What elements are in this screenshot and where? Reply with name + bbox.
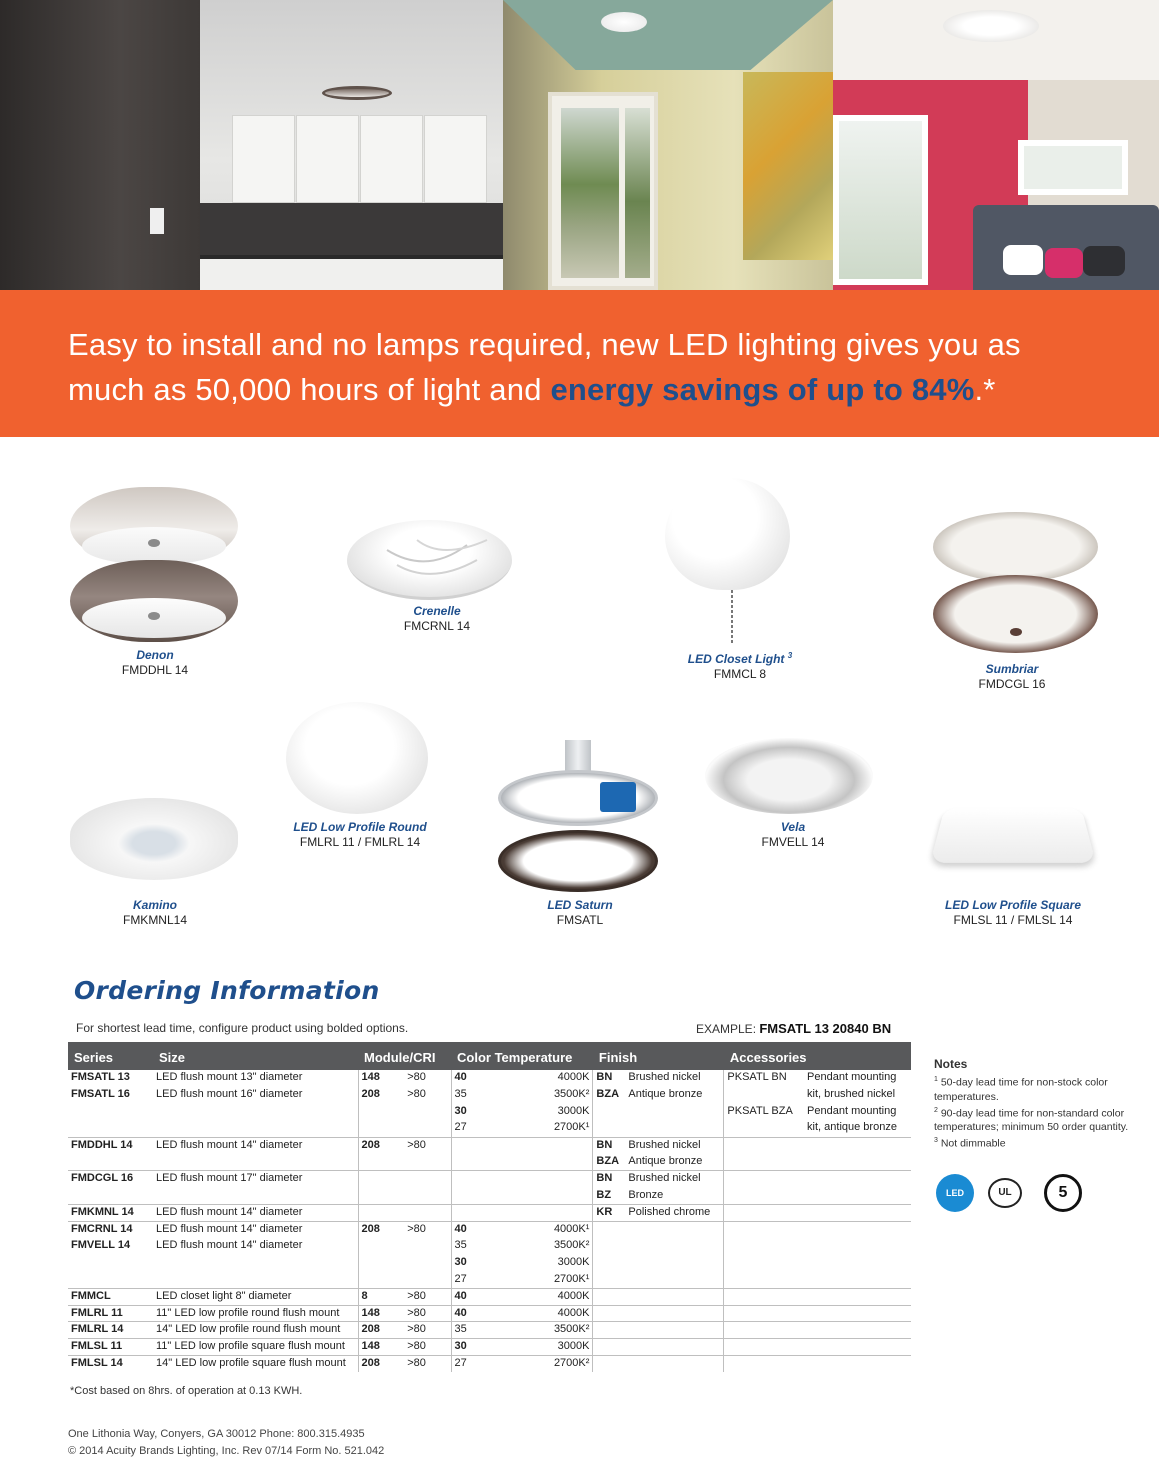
- table-cell: KR: [593, 1204, 625, 1221]
- product-code: FMLSL 11 / FMLSL 14: [953, 913, 1073, 927]
- table-cell: BN: [593, 1137, 625, 1154]
- table-cell: 2700K¹: [553, 1121, 590, 1134]
- table-cell: [68, 1255, 153, 1272]
- table-cell: [724, 1154, 804, 1171]
- cost-footnote: *Cost based on 8hrs. of operation at 0.13 KWH.: [70, 1385, 303, 1397]
- table-cell: [593, 1288, 625, 1305]
- product-name: Denon: [136, 648, 174, 662]
- table-cell: [404, 1120, 451, 1137]
- table-cell: 3500K²: [553, 1238, 590, 1251]
- table-cell: kit, antique bronze: [807, 1121, 897, 1134]
- table-cell: [804, 1339, 911, 1356]
- table-cell: [68, 1188, 153, 1205]
- table-cell: BN: [593, 1171, 625, 1188]
- table-cell: [804, 1238, 911, 1255]
- notes-title: Notes: [934, 1057, 968, 1071]
- table-cell: [625, 1120, 724, 1137]
- table-cell: [68, 1272, 153, 1289]
- table-cell: 30: [451, 1255, 495, 1272]
- table-cell: [451, 1171, 495, 1188]
- table-cell: 4000K: [557, 1071, 590, 1083]
- table-cell: [404, 1272, 451, 1289]
- table-cell: kit, brushed nickel: [807, 1087, 896, 1100]
- table-cell: [68, 1104, 153, 1121]
- table-cell: [804, 1204, 911, 1221]
- table-row: [68, 1305, 911, 1322]
- table-cell: [724, 1255, 804, 1272]
- bedroom-photo: [833, 0, 1159, 290]
- table-cell: [724, 1188, 804, 1205]
- table-cell: 3000K: [495, 1339, 593, 1356]
- table-cell: [358, 1238, 404, 1255]
- table-cell: [625, 1305, 724, 1322]
- table-cell: [724, 1322, 804, 1339]
- table-cell: 148: [358, 1070, 404, 1087]
- low-profile-round-fixture-image: [286, 702, 428, 814]
- table-cell: [625, 1221, 724, 1238]
- table-row: [68, 1087, 911, 1104]
- table-cell: FMDDHL 14: [68, 1137, 153, 1154]
- table-cell: [495, 1204, 593, 1221]
- note-3: $^3$ Not dimmable: [934, 1137, 1006, 1150]
- low-profile-square-fixture-image: [930, 808, 1096, 863]
- table-cell: 14" LED low profile square flush mount: [153, 1356, 358, 1373]
- product-saturn: [505, 898, 655, 928]
- table-cell: >80: [404, 1356, 451, 1373]
- table-cell: [724, 1272, 804, 1289]
- header-color-temp: Color Temperature: [451, 1042, 593, 1070]
- table-cell: [358, 1171, 404, 1188]
- table-cell: [804, 1221, 911, 1238]
- table-cell: LED flush mount 13" diameter: [156, 1071, 303, 1083]
- table-cell: PKSATL BN: [724, 1070, 804, 1087]
- table-cell: [451, 1204, 495, 1221]
- table-cell: [153, 1188, 358, 1205]
- product-name: Sumbriar: [985, 662, 1039, 676]
- table-cell: >80: [404, 1322, 451, 1339]
- product-name: Kamino: [132, 898, 177, 912]
- table-cell: [358, 1255, 404, 1272]
- table-cell: [495, 1188, 593, 1205]
- product-name: LED Low Profile Square: [944, 898, 1082, 912]
- dimmable-led-icon: LED: [936, 1174, 974, 1212]
- table-cell: [724, 1356, 804, 1373]
- table-cell: [495, 1137, 593, 1154]
- table-row: [68, 1221, 911, 1238]
- table-cell: FMLSL 11: [68, 1339, 153, 1356]
- table-cell: [404, 1238, 451, 1255]
- table-row: [68, 1255, 911, 1272]
- five-year-warranty-icon: 5: [1044, 1174, 1082, 1212]
- table-cell: [451, 1188, 495, 1205]
- table-cell: [724, 1288, 804, 1305]
- table-cell: [625, 1238, 724, 1255]
- table-cell: [724, 1238, 804, 1255]
- product-vela: [718, 820, 868, 850]
- table-row: [68, 1204, 911, 1221]
- table-cell: [804, 1154, 911, 1171]
- table-cell: 40: [451, 1288, 495, 1305]
- vela-fixture-image: [705, 738, 873, 814]
- table-cell: [724, 1305, 804, 1322]
- table-row: [68, 1272, 911, 1289]
- table-cell: [593, 1255, 625, 1272]
- table-cell: [593, 1104, 625, 1121]
- table-cell: 35: [451, 1322, 495, 1339]
- table-cell: [625, 1272, 724, 1289]
- ordering-table: [68, 1042, 911, 1372]
- table-cell: 208: [358, 1137, 404, 1154]
- crenelle-swirl-icon: [347, 520, 512, 600]
- table-cell: LED flush mount 17" diameter: [153, 1171, 358, 1188]
- table-cell: Pendant mounting: [807, 1104, 897, 1117]
- table-cell: Brushed nickel: [625, 1137, 724, 1154]
- header-size: Size: [153, 1042, 358, 1070]
- table-cell: 11" LED low profile round flush mount: [153, 1305, 358, 1322]
- table-cell: [804, 1171, 911, 1188]
- table-cell: 35: [451, 1087, 495, 1104]
- table-cell: [358, 1120, 404, 1137]
- table-cell: 27: [451, 1356, 495, 1373]
- table-cell: [404, 1154, 451, 1171]
- table-cell: 27: [451, 1120, 495, 1137]
- table-cell: [724, 1339, 804, 1356]
- table-cell: FMLRL 11: [68, 1305, 153, 1322]
- table-cell: [153, 1272, 358, 1289]
- table-cell: [593, 1221, 625, 1238]
- table-cell: 2700K¹: [553, 1272, 590, 1285]
- table-cell: 208: [358, 1221, 404, 1238]
- table-cell: 208: [358, 1087, 404, 1104]
- product-name: LED Closet Light $^3$: [687, 651, 793, 666]
- table-cell: >80: [404, 1288, 451, 1305]
- product-name: Vela: [780, 820, 806, 834]
- kitchen-photo: [0, 0, 503, 290]
- table-cell: FMLRL 14: [68, 1322, 153, 1339]
- product-low-profile-round: [280, 820, 440, 850]
- table-cell: 4000K¹: [495, 1221, 593, 1238]
- table-cell: [404, 1171, 451, 1188]
- product-code: FMVELL 14: [761, 835, 825, 849]
- table-cell: [724, 1087, 804, 1104]
- table-cell: [153, 1154, 358, 1171]
- table-row: [68, 1154, 911, 1171]
- table-cell: [68, 1120, 153, 1137]
- table-cell: LED flush mount 14" diameter: [153, 1221, 358, 1238]
- table-cell: [804, 1188, 911, 1205]
- ceiling-lamp-icon: [601, 12, 647, 32]
- table-cell: BZA: [593, 1154, 625, 1171]
- table-cell: [451, 1137, 495, 1154]
- product-name: LED Low Profile Round: [293, 820, 427, 834]
- table-cell: 8: [358, 1288, 404, 1305]
- table-cell: FMSATL 16: [71, 1087, 130, 1100]
- table-cell: [358, 1154, 404, 1171]
- product-code: FMKMNL14: [122, 913, 187, 927]
- table-cell: 30: [451, 1104, 495, 1121]
- product-denon: [80, 648, 230, 678]
- ceiling-lamp-icon: [943, 10, 1039, 42]
- table-cell: [593, 1272, 625, 1289]
- table-cell: Bronze: [628, 1188, 664, 1201]
- table-cell: [593, 1305, 625, 1322]
- table-cell: FMKMNL 14: [68, 1204, 153, 1221]
- table-cell: BN: [593, 1070, 625, 1087]
- table-cell: >80: [404, 1339, 451, 1356]
- pull-chain-icon: [731, 590, 733, 645]
- product-code: FMDDHL 14: [121, 663, 189, 677]
- table-cell: 35: [451, 1238, 495, 1255]
- table-row: [68, 1188, 911, 1205]
- table-cell: Brushed nickel: [628, 1071, 701, 1083]
- notes: [934, 1057, 1134, 1151]
- table-row: [68, 1288, 911, 1305]
- table-cell: [451, 1154, 495, 1171]
- header-finish: Finish: [593, 1042, 724, 1070]
- ordering-instruction: For shortest lead time, configure product using bolded options.: [76, 1021, 409, 1035]
- ordering-title: Ordering Information: [74, 976, 380, 1005]
- sumbriar-fixture-image: [933, 512, 1098, 582]
- table-cell: [724, 1120, 804, 1137]
- table-cell: [625, 1255, 724, 1272]
- table-cell: 11" LED low profile square flush mount: [153, 1339, 358, 1356]
- table-cell: [404, 1104, 451, 1121]
- table-cell: [724, 1221, 804, 1238]
- footer-copyright: © 2014 Acuity Brands Lighting, Inc. Rev 07/14 Form No. 521.042: [68, 1445, 385, 1457]
- table-cell: 148: [358, 1339, 404, 1356]
- table-cell: [593, 1356, 625, 1373]
- table-cell: 3000K: [557, 1104, 590, 1117]
- banner-highlight: energy savings of up to 84%: [550, 372, 975, 407]
- table-cell: FMVELL 14: [71, 1238, 131, 1251]
- product-kamino: [80, 898, 230, 928]
- table-cell: 3500K²: [553, 1087, 590, 1100]
- table-cell: [625, 1322, 724, 1339]
- table-cell: [153, 1255, 358, 1272]
- kamino-fixture-image: [70, 798, 238, 880]
- table-cell: 27: [451, 1272, 495, 1289]
- table-cell: [495, 1154, 593, 1171]
- table-cell: [804, 1356, 911, 1373]
- product-code: FMSATL: [556, 913, 604, 927]
- table-cell: [404, 1255, 451, 1272]
- banner-text: Easy to install and no lamps required, new LED lighting gives you as much as 50,000 hours of light and energy savings of up to 84%.*: [68, 327, 1021, 407]
- product-low-profile-square: [933, 898, 1093, 928]
- table-cell: 4000K: [495, 1288, 593, 1305]
- table-cell: [804, 1137, 911, 1154]
- table-row: [68, 1339, 911, 1356]
- promo-banner: [0, 290, 1159, 437]
- table-cell: Pendant mounting: [807, 1071, 897, 1083]
- product-crenelle: [362, 604, 512, 634]
- product-code: FMDCGL 16: [978, 677, 1046, 691]
- table-cell: FMSATL 13: [71, 1071, 130, 1083]
- table-cell: 30: [451, 1339, 495, 1356]
- table-cell: PKSATL BZA: [724, 1104, 804, 1121]
- product-code: FMLRL 11 / FMLRL 14: [299, 835, 421, 849]
- table-cell: [804, 1255, 911, 1272]
- table-row: [68, 1356, 911, 1373]
- table-cell: 40: [451, 1305, 495, 1322]
- table-cell: >80: [404, 1221, 451, 1238]
- table-row: [68, 1322, 911, 1339]
- table-cell: >80: [404, 1137, 451, 1154]
- table-cell: BZ: [593, 1188, 625, 1205]
- table-cell: [804, 1288, 911, 1305]
- table-cell: [804, 1272, 911, 1289]
- ordering-example: EXAMPLE: FMSATL 13 20840 BN: [696, 1021, 892, 1036]
- closet-light-fixture-image: [665, 478, 790, 590]
- table-cell: [593, 1339, 625, 1356]
- table-cell: >80: [407, 1071, 426, 1083]
- table-cell: [724, 1171, 804, 1188]
- hero-photos: [0, 0, 1159, 290]
- table-cell: [358, 1272, 404, 1289]
- certification-badges: [936, 1174, 1096, 1214]
- table-cell: 2700K²: [495, 1356, 593, 1373]
- table-cell: 14" LED low profile round flush mount: [153, 1322, 358, 1339]
- table-cell: [593, 1322, 625, 1339]
- table-row: [68, 1070, 911, 1087]
- product-sumbriar: [937, 662, 1087, 692]
- table-cell: 40: [451, 1221, 495, 1238]
- table-cell: [153, 1104, 358, 1121]
- table-cell: 3500K²: [495, 1322, 593, 1339]
- product-code: FMCRNL 14: [403, 619, 471, 633]
- table-row: [68, 1137, 911, 1154]
- table-cell: LED flush mount 14" diameter: [153, 1137, 358, 1154]
- table-row: [68, 1120, 911, 1137]
- ceiling-lamp-icon: [322, 86, 392, 100]
- header-module: Module/CRI: [358, 1042, 451, 1070]
- table-row: [68, 1171, 911, 1188]
- energy-star-icon: [600, 782, 636, 812]
- table-cell: Polished chrome: [625, 1204, 724, 1221]
- table-cell: [724, 1204, 804, 1221]
- table-cell: [593, 1238, 625, 1255]
- note-2: $^2$ 90-day lead time for non-standard color temperatures; minimum 50 order quantity.: [934, 1106, 1129, 1133]
- table-cell: BZA: [593, 1087, 625, 1104]
- table-row: [68, 1104, 911, 1121]
- table-cell: [404, 1188, 451, 1205]
- table-cell: [68, 1154, 153, 1171]
- table-cell: [804, 1305, 911, 1322]
- table-header-row: [68, 1042, 911, 1070]
- table-cell: 148: [358, 1305, 404, 1322]
- table-cell: [625, 1104, 724, 1121]
- table-cell: >80: [404, 1305, 451, 1322]
- table-cell: FMCRNL 14: [68, 1221, 153, 1238]
- table-cell: Antique bronze: [628, 1154, 703, 1167]
- table-cell: [404, 1204, 451, 1221]
- product-name: LED Saturn: [547, 898, 613, 912]
- table-cell: [625, 1288, 724, 1305]
- table-cell: LED flush mount 16" diameter: [156, 1087, 303, 1100]
- table-cell: 3000K: [557, 1255, 590, 1268]
- ul-listed-icon: UL: [988, 1178, 1022, 1208]
- table-cell: LED flush mount 14" diameter: [156, 1238, 303, 1251]
- product-name: Crenelle: [413, 604, 461, 618]
- table-cell: FMLSL 14: [68, 1356, 153, 1373]
- table-row: [68, 1238, 911, 1255]
- header-series: Series: [68, 1042, 153, 1070]
- table-cell: Brushed nickel: [625, 1171, 724, 1188]
- table-cell: LED flush mount 14" diameter: [153, 1204, 358, 1221]
- header-accessories: Accessories: [724, 1042, 911, 1070]
- table-cell: [358, 1204, 404, 1221]
- footer-address: One Lithonia Way, Conyers, GA 30012 Phone: 800.315.4935: [68, 1428, 365, 1440]
- table-cell: [495, 1171, 593, 1188]
- table-cell: 208: [358, 1322, 404, 1339]
- table-cell: [153, 1120, 358, 1137]
- table-cell: 4000K: [495, 1305, 593, 1322]
- table-cell: [358, 1104, 404, 1121]
- table-cell: [625, 1339, 724, 1356]
- table-cell: FMDCGL 16: [68, 1171, 153, 1188]
- table-cell: [724, 1137, 804, 1154]
- table-cell: 208: [358, 1356, 404, 1373]
- table-cell: >80: [407, 1087, 426, 1100]
- hallway-photo: [503, 0, 833, 290]
- table-cell: 40: [451, 1070, 495, 1087]
- table-cell: Antique bronze: [628, 1087, 703, 1100]
- product-code: FMMCL 8: [713, 667, 767, 681]
- table-cell: [593, 1120, 625, 1137]
- table-cell: [625, 1356, 724, 1373]
- product-closet-light: [665, 648, 815, 682]
- table-cell: FMMCL: [68, 1288, 153, 1305]
- table-cell: [804, 1322, 911, 1339]
- note-1: $^1$ 50-day lead time for non-stock color temperatures.: [934, 1076, 1108, 1103]
- table-cell: [358, 1188, 404, 1205]
- table-cell: LED closet light 8" diameter: [153, 1288, 358, 1305]
